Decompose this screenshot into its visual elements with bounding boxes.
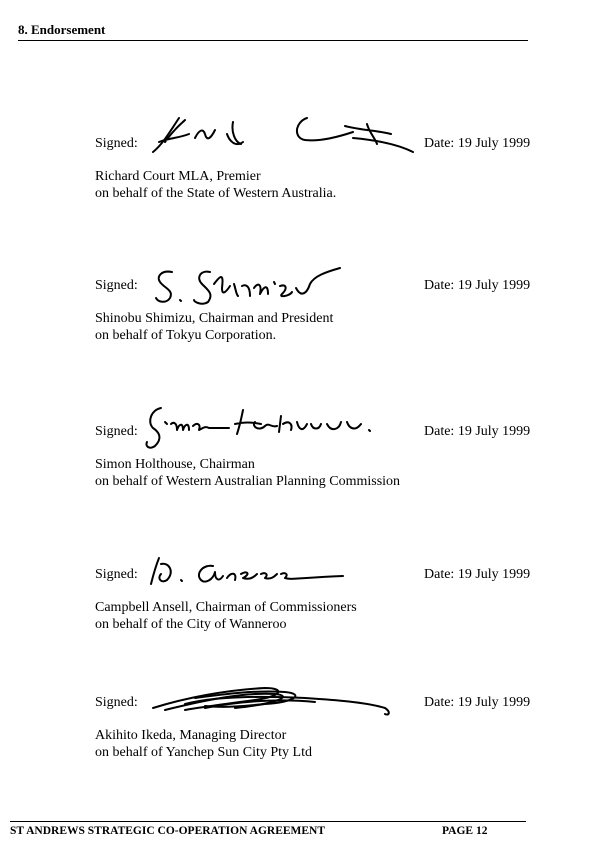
signature-court [145,108,415,168]
signature-block-holthouse [95,396,535,506]
signature-holthouse [143,402,393,452]
signature-block-shimizu [95,252,535,362]
date-label: Date: 19 July 1999 [424,695,531,710]
date-label: Date: 19 July 1999 [424,424,531,439]
signatory-behalf: on behalf of Yanchep Sun City Pty Ltd [95,745,312,760]
signatory-holthouse [95,456,400,490]
signatory-behalf: on behalf of Western Australian Planning Commission [95,474,401,489]
signatory-ikeda [95,727,312,761]
signature-ikeda [145,678,405,728]
page-footer [10,821,526,837]
signatory-behalf: on behalf of the City of Wanneroo [95,617,287,632]
signatory-court [95,168,336,202]
signature-ansell [147,550,347,595]
signature-block-ansell [95,540,535,650]
date-label: Date: 19 July 1999 [424,278,531,293]
signed-label: Signed: [95,278,138,293]
signature-block-court [95,108,535,218]
signatory-shimizu [95,310,333,344]
date-label: Date: 19 July 1999 [424,567,531,582]
signed-label: Signed: [95,567,138,582]
signatory-behalf: on behalf of the State of Western Australia. [95,186,337,201]
signatory-name: Simon Holthouse, Chairman [95,457,255,472]
signed-label: Signed: [95,424,138,439]
signature-shimizu [150,262,350,312]
signature-block-ikeda [95,668,535,778]
signatory-name: Shinobu Shimizu, Chairman and President [95,311,334,326]
signatory-name: Akihito Ikeda, Managing Director [95,728,287,743]
signatory-name: Richard Court MLA, Premier [95,169,261,184]
page-number: PAGE 12 [442,825,488,837]
footer-title: ST ANDREWS STRATEGIC CO-OPERATION AGREEMENT [10,825,326,837]
signed-label: Signed: [95,695,138,710]
signatory-name: Campbell Ansell, Chairman of Commissioners [95,600,357,615]
signatory-ansell [95,599,357,633]
section-heading: 8. Endorsement [18,22,528,41]
signed-label: Signed: [95,136,138,151]
signatory-behalf: on behalf of Tokyu Corporation. [95,328,277,343]
date-label: Date: 19 July 1999 [424,136,531,151]
